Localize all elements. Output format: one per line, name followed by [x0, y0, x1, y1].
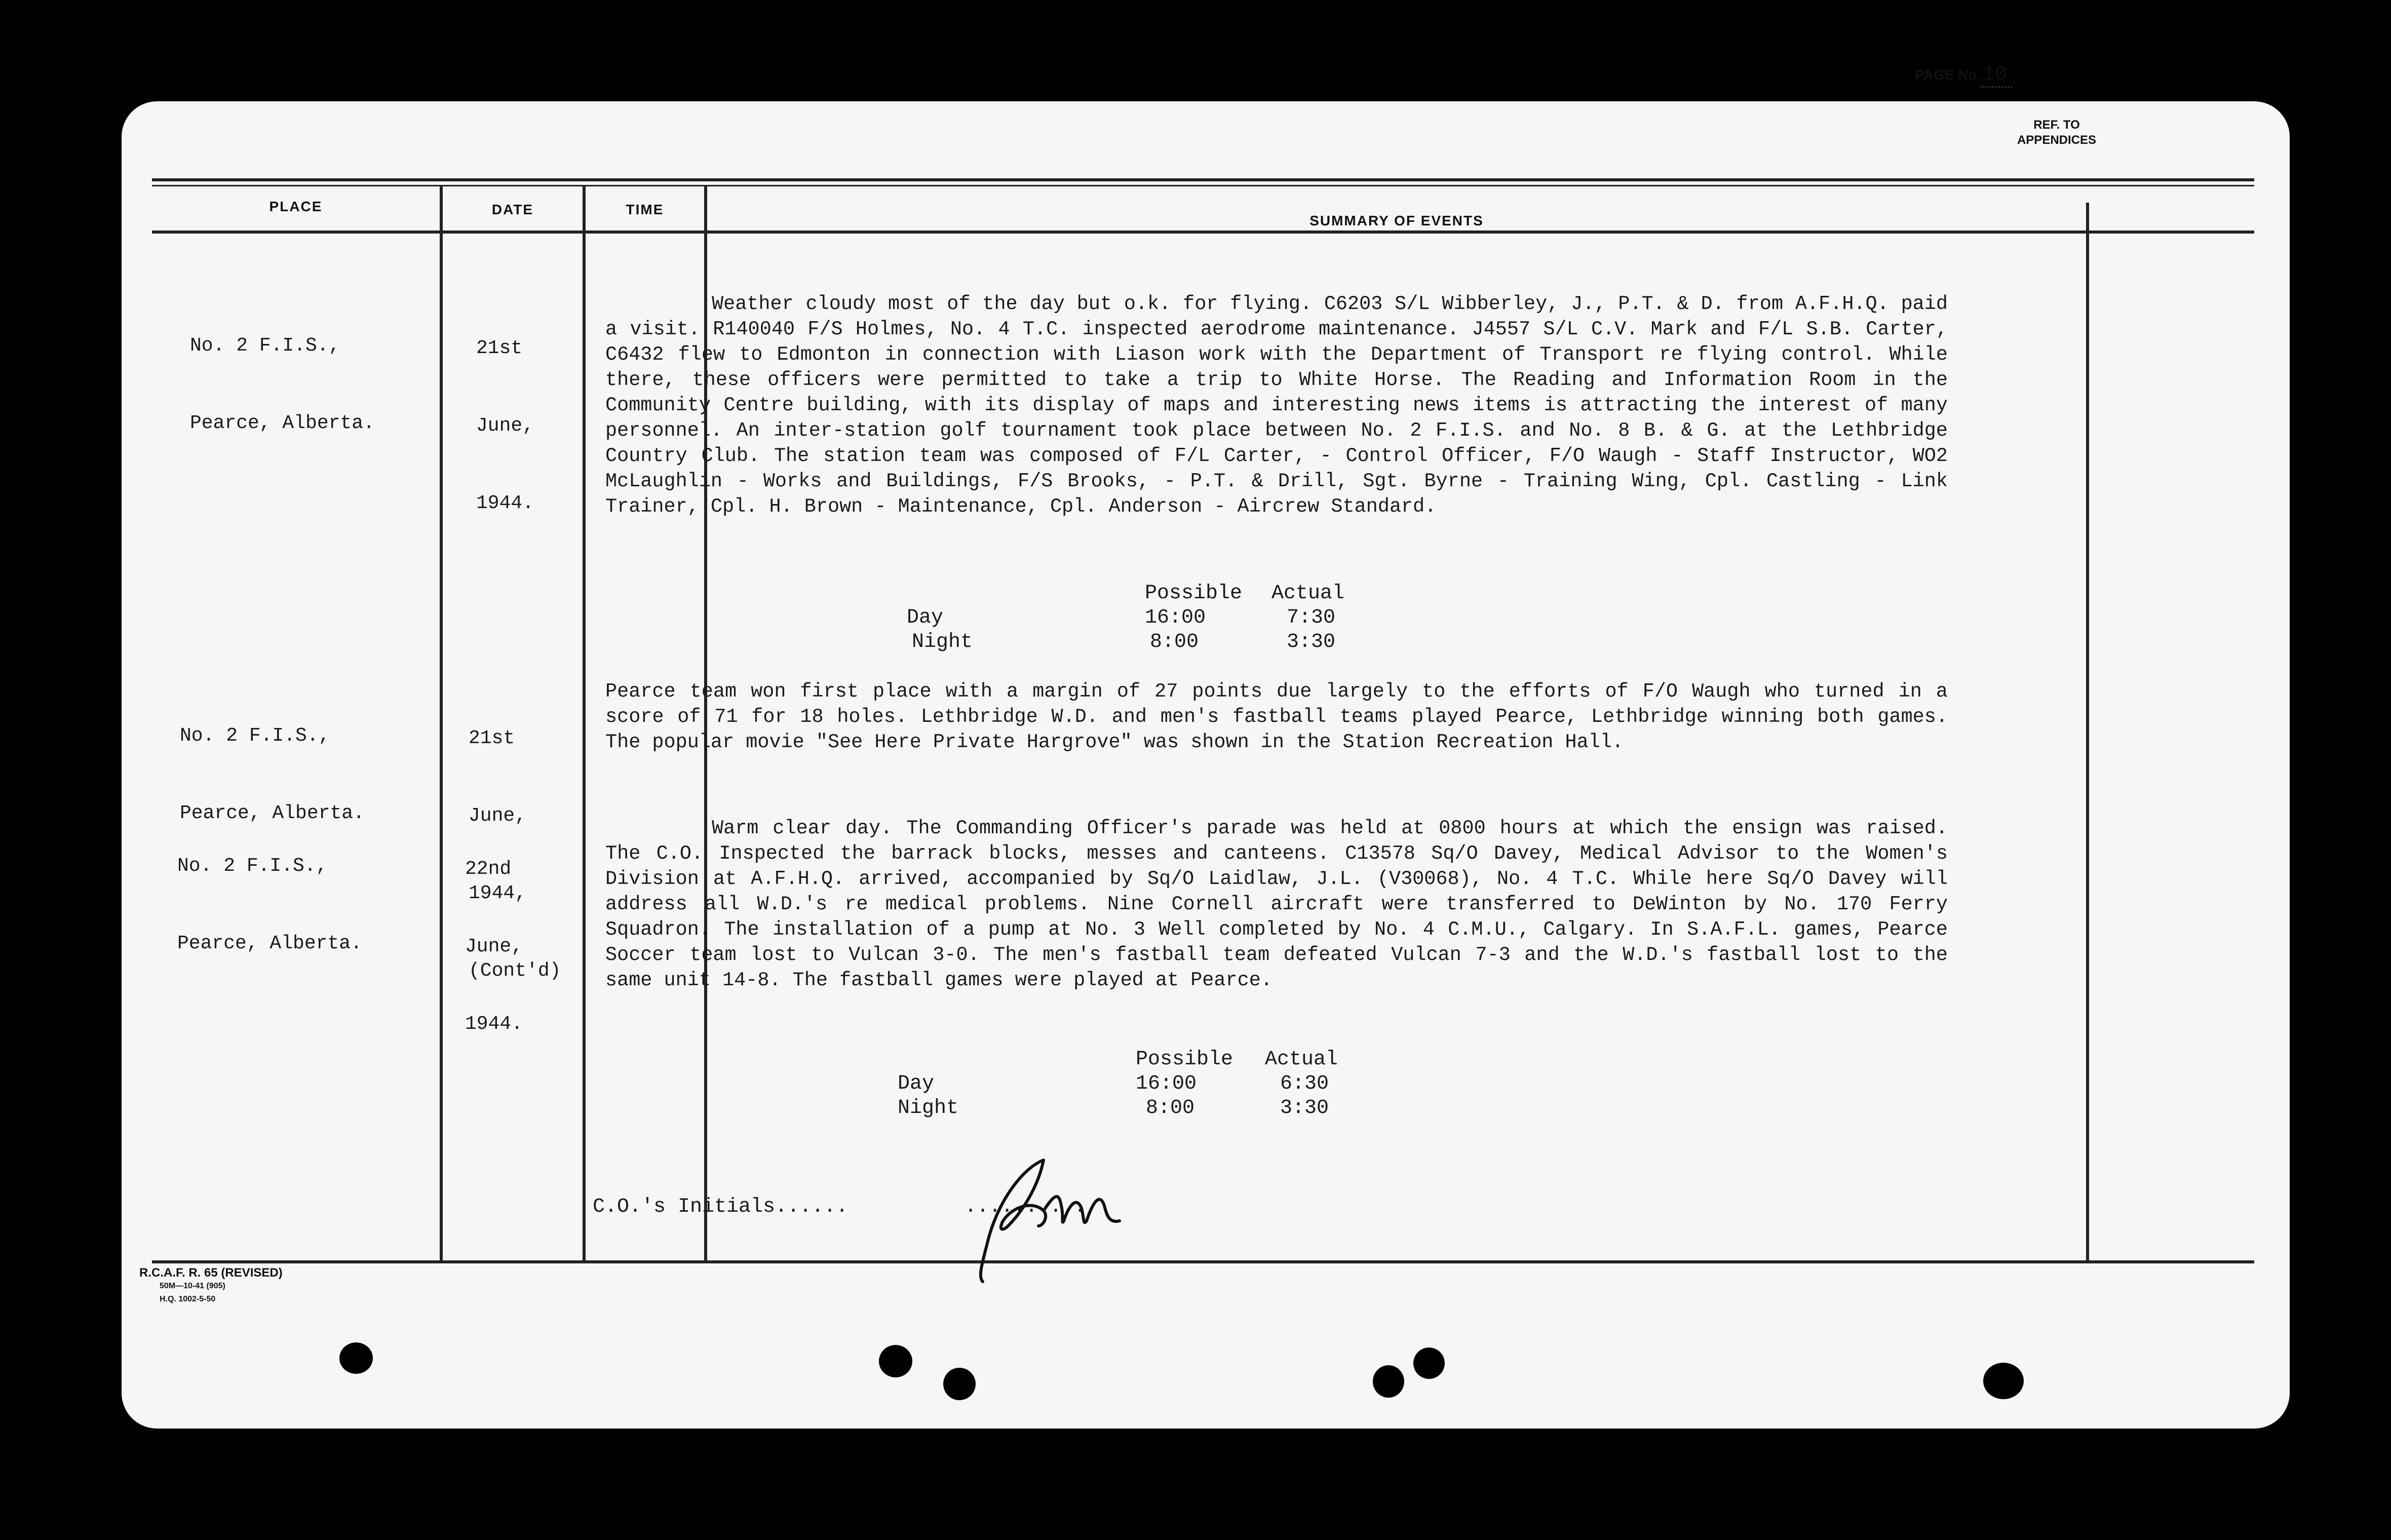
flying-1-night-possible: 8:00 — [1150, 631, 1199, 653]
flying-2-col-possible: Possible — [1136, 1048, 1233, 1071]
page-number — [1915, 63, 2012, 86]
co-initials-label: C.O.'s Initials — [593, 1196, 776, 1218]
punch-hole — [879, 1345, 912, 1377]
col-divider-date-time — [583, 185, 586, 1260]
entry-3-place-line1: No. 2 F.I.S., — [177, 855, 328, 877]
header-ref-line2: APPENDICES — [2017, 133, 2097, 147]
co-signature — [968, 1140, 1150, 1287]
col-divider-place-date — [440, 185, 443, 1260]
flying-hours-2 — [898, 1048, 1338, 1121]
entry-3-place — [177, 801, 362, 982]
header-place: PLACE — [269, 199, 323, 214]
entry-3-place-line2: Pearce, Alberta. — [177, 933, 362, 954]
co-initials-dots-before: ...... — [775, 1196, 849, 1218]
punch-hole — [943, 1368, 976, 1400]
entry-3-date-line3: 1944. — [465, 1013, 523, 1035]
punch-hole — [1373, 1365, 1404, 1398]
entry-3-date — [465, 804, 523, 1063]
entry-1-place-line1: No. 2 F.I.S., — [190, 335, 340, 357]
form-line1: R.C.A.F. R. 65 (REVISED) — [139, 1266, 283, 1280]
entry-1-date — [476, 284, 534, 542]
flying-2-night-label: Night — [898, 1097, 959, 1120]
flying-2-col-actual: Actual — [1265, 1048, 1338, 1071]
flying-2-day-possible: 16:00 — [1136, 1072, 1197, 1095]
entry-2-text: Pearce team won first place with a margin of 27 points due largely to the efforts of F/O Waugh who turned in a score of 71 for 18 holes. Lethbridge W.D. and men's fastball teams played Pearce, Lethbridge winning both games. The popular movie "See Here Private Hargrove" was shown in the Station Recreation Hall. — [605, 680, 1948, 753]
form-number — [139, 1266, 283, 1306]
col-divider-summary-ref — [2086, 203, 2089, 1260]
flying-1-col-actual: Actual — [1271, 582, 1345, 605]
form-line3: H.Q. 1002-5-50 — [160, 1295, 216, 1303]
flying-1-day-label: Day — [907, 606, 944, 629]
punch-hole — [339, 1342, 373, 1374]
entry-1-date-line2: June, — [476, 415, 534, 437]
page-number-value: 10 — [1981, 63, 2012, 88]
form-line2: 50M—10-41 (905) — [160, 1282, 225, 1290]
flying-1-col-possible: Possible — [1145, 582, 1243, 605]
flying-1-night-actual: 3:30 — [1287, 631, 1336, 653]
entry-1-place — [190, 281, 375, 462]
co-initials-dots-after: .......... — [965, 1196, 1087, 1218]
entry-2-date-line1: 21st — [469, 727, 515, 749]
flying-2-day-actual: 6:30 — [1280, 1072, 1329, 1095]
entry-3-text: Warm clear day. The Commanding Officer's parade was held at 0800 hours at which the ensign was raised. The C.O. Inspected the barrack blocks, messes and canteens. C13578 Sq/O Davey, Medical Advisor to the Women's Division at A.F.H.Q. arrived, accompanied by Sq/O Laidlaw, J.L. (V30068), No. 4 T.C. While here Sq/O Davey will address all W.D.'s re medical problems. Nine Cornell aircraft were transferred to DeWinton by No. 170 Ferry Squadron. The installation of a pump at No. 3 Well completed by No. 4 C.M.U., Calgary. In S.A.F.L. games, Pearce Soccer team lost to Vulcan 3-0. The men's fastball team defeated Vulcan 7-3 and the W.D.'s fastball lost to the same unit 14-8. The fastball games were played at Pearce. — [605, 817, 1948, 991]
entry-3-date-line2: June, — [465, 936, 523, 957]
top-rule — [152, 178, 2254, 181]
header-date: DATE — [491, 202, 534, 217]
entry-1-summary — [605, 291, 1948, 519]
entry-1-place-line2: Pearce, Alberta. — [190, 412, 375, 434]
top-rule-2 — [152, 185, 2254, 186]
header-rule — [152, 230, 2254, 234]
flying-2-day-label: Day — [898, 1072, 935, 1095]
entry-3-date-line1: 22nd — [465, 858, 512, 880]
entry-2-date-line3: 1944, — [469, 882, 527, 904]
header-ref-line1: REF. TO — [2033, 118, 2080, 132]
bottom-rule — [152, 1260, 2254, 1263]
entry-1-date-line3: 1944. — [476, 492, 534, 514]
entry-2-place-line1: No. 2 F.I.S., — [180, 725, 330, 747]
flying-1-day-possible: 16:00 — [1145, 606, 1206, 629]
flying-hours-1 — [907, 582, 1344, 654]
entry-3-summary — [605, 816, 1948, 993]
punch-hole — [1983, 1363, 2024, 1399]
entry-1-date-line1: 21st — [476, 337, 523, 359]
flying-1-day-actual: 7:30 — [1287, 606, 1336, 629]
header-ref-appendices — [1971, 118, 2143, 148]
flying-1-night-label: Night — [912, 631, 973, 653]
entry-2-summary — [605, 679, 1948, 755]
punch-hole — [1413, 1348, 1445, 1379]
flying-2-night-actual: 3:30 — [1280, 1097, 1329, 1120]
header-summary: SUMMARY OF EVENTS — [1309, 213, 1484, 228]
entry-2-place-line2: Pearce, Alberta. — [180, 802, 365, 824]
entry-1-text: Weather cloudy most of the day but o.k. for flying. C6203 S/L Wibberley, J., P.T. & D. from A.F.H.Q. paid a visit. R140040 F/S Holmes, No. 4 T.C. inspected aerodrome maintenance. J4557 S/L C.V. Mark and F/L S.B. Carter, C6432 flew to Edmonton in connection with Liason work with the Department of Transport re flying control. While there, these officers were permitted to take a trip to White Horse. The Reading and Information Room in the Community Centre building, with its display of maps and interesting news items is attracting the interest of many personnel. An inter-station golf tournament took place between No. 2 F.I.S. and No. 8 B. & G. at the Lethbridge Country Club. The station team was composed of F/L Carter, - Control Officer, F/O Waugh - Staff Instructor, WO2 McLaughlin - Works and Buildings, F/S Brooks, - P.T. & Drill, Sgt. Byrne - Training Wing, Cpl. Castling - Link Trainer, Cpl. H. Brown - Maintenance, Cpl. Anderson - Aircrew Standard. — [605, 293, 1948, 518]
page-number-label: PAGE No. — [1915, 67, 1981, 83]
entry-2-date-line2: June, — [469, 805, 527, 827]
entry-2-date-line4: (Cont'd) — [469, 960, 561, 982]
header-time: TIME — [626, 202, 664, 217]
flying-2-night-possible: 8:00 — [1146, 1097, 1195, 1120]
